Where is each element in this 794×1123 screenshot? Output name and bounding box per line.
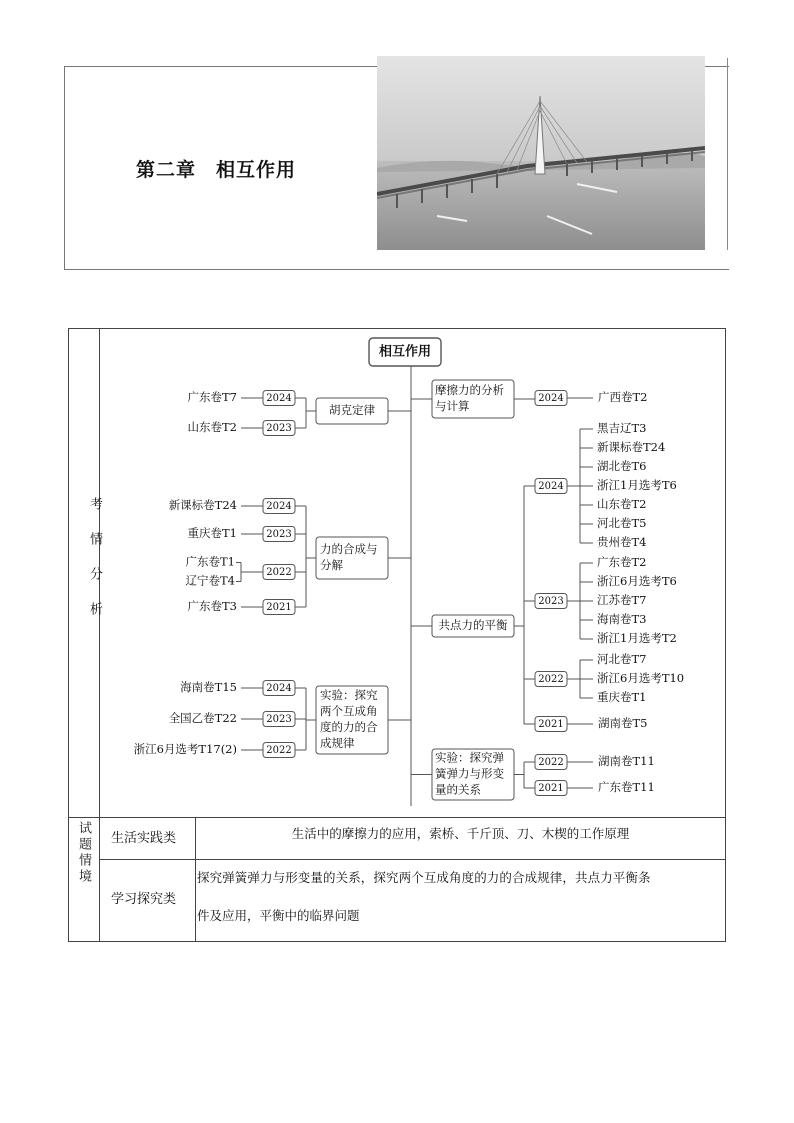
exam-item: 贵州卷T4 (597, 535, 647, 549)
right-topic-label: 与计算 (435, 399, 470, 413)
exam-item: 浙江6月选考T6 (597, 574, 677, 588)
exam-item: 湖南卷T11 (598, 754, 655, 768)
exam-item: 辽宁卷T4 (185, 573, 235, 588)
exam-item: 浙江6月选考T10 (597, 671, 685, 685)
left-topic-label: 成规律 (320, 736, 355, 750)
exam-item: 海南卷T15 (180, 680, 237, 694)
row-text-study-line1: 探究弹簧弹力与形变量的关系，探究两个互成角度的力的合成规律，共点力平衡条 (197, 870, 651, 885)
exam-item: 浙江1月选考T6 (597, 478, 677, 492)
exam-item: 广东卷T2 (597, 555, 647, 569)
exam-item: 广东卷T1 (185, 554, 235, 569)
exam-item: 广东卷T11 (598, 780, 655, 794)
year-label: 2024 (266, 683, 292, 694)
exam-item: 山东卷T2 (187, 420, 237, 434)
context-text: 试题情境 (76, 821, 91, 885)
exam-item: 河北卷T7 (597, 652, 647, 666)
left-topic-label: 实验：探究 (320, 688, 378, 702)
year-label: 2021 (266, 602, 292, 613)
exam-analysis-text: 考情分析 (87, 497, 102, 637)
chapter-title: 第二章 相互作用 (136, 159, 297, 181)
right-topic-label: 共点力的平衡 (438, 618, 508, 632)
exam-item: 海南卷T3 (597, 612, 647, 626)
exam-item: 江苏卷T7 (597, 593, 647, 607)
exam-item: 湖南卷T5 (598, 716, 648, 730)
exam-item: 黑吉辽T3 (597, 421, 647, 435)
year-label: 2022 (538, 757, 564, 768)
exam-item: 新课标卷T24 (597, 440, 666, 454)
left-topic-label: 度的力的合 (320, 720, 378, 734)
right-topic-label: 实验：探究弹 (435, 750, 504, 765)
year-label: 2024 (538, 481, 564, 492)
year-label: 2024 (266, 393, 292, 404)
exam-item: 全国乙卷T22 (168, 711, 237, 725)
left-topic-label: 力的合成与 (320, 542, 378, 556)
year-label: 2023 (266, 423, 292, 434)
exam-item: 重庆卷T1 (597, 690, 647, 704)
exam-item: 新课标卷T24 (168, 498, 237, 512)
left-topic-label: 分解 (320, 558, 343, 572)
left-topic-label: 胡克定律 (329, 403, 375, 417)
row-label-life: 生活实践类 (111, 831, 177, 846)
right-topic-label: 量的关系 (435, 782, 481, 797)
exam-item: 广东卷T3 (187, 599, 237, 613)
exam-item: 湖北卷T6 (597, 459, 647, 473)
year-label: 2024 (538, 393, 564, 404)
year-label: 2022 (538, 674, 564, 685)
root-topic-label: 相互作用 (378, 344, 432, 360)
year-label: 2022 (266, 567, 292, 578)
exam-item: 重庆卷T1 (187, 526, 237, 540)
year-label: 2023 (266, 529, 292, 540)
exam-item: 广东卷T7 (187, 390, 237, 404)
row-text-life: 生活中的摩擦力的应用，索桥、千斤顶、刀、木楔的工作原理 (291, 826, 630, 841)
year-label: 2021 (538, 719, 564, 730)
row-label-study: 学习探究类 (111, 892, 177, 907)
left-topic-label: 两个互成角 (320, 704, 378, 718)
year-label: 2023 (538, 596, 564, 607)
row-text-study-line2: 件及应用，平衡中的临界问题 (197, 908, 360, 923)
year-label: 2022 (266, 745, 292, 756)
exam-item: 浙江6月选考T17(2) (133, 742, 237, 756)
year-label: 2024 (266, 501, 292, 512)
exam-item: 山东卷T2 (597, 497, 647, 511)
year-label: 2021 (538, 783, 564, 794)
exam-item: 广西卷T2 (598, 390, 648, 404)
right-topic-label: 簧弹力与形变 (435, 766, 504, 781)
exam-item: 河北卷T5 (597, 516, 647, 530)
exam-item: 浙江1月选考T2 (597, 631, 677, 645)
year-label: 2023 (266, 714, 292, 725)
right-topic-label: 摩擦力的分析 (435, 383, 504, 397)
